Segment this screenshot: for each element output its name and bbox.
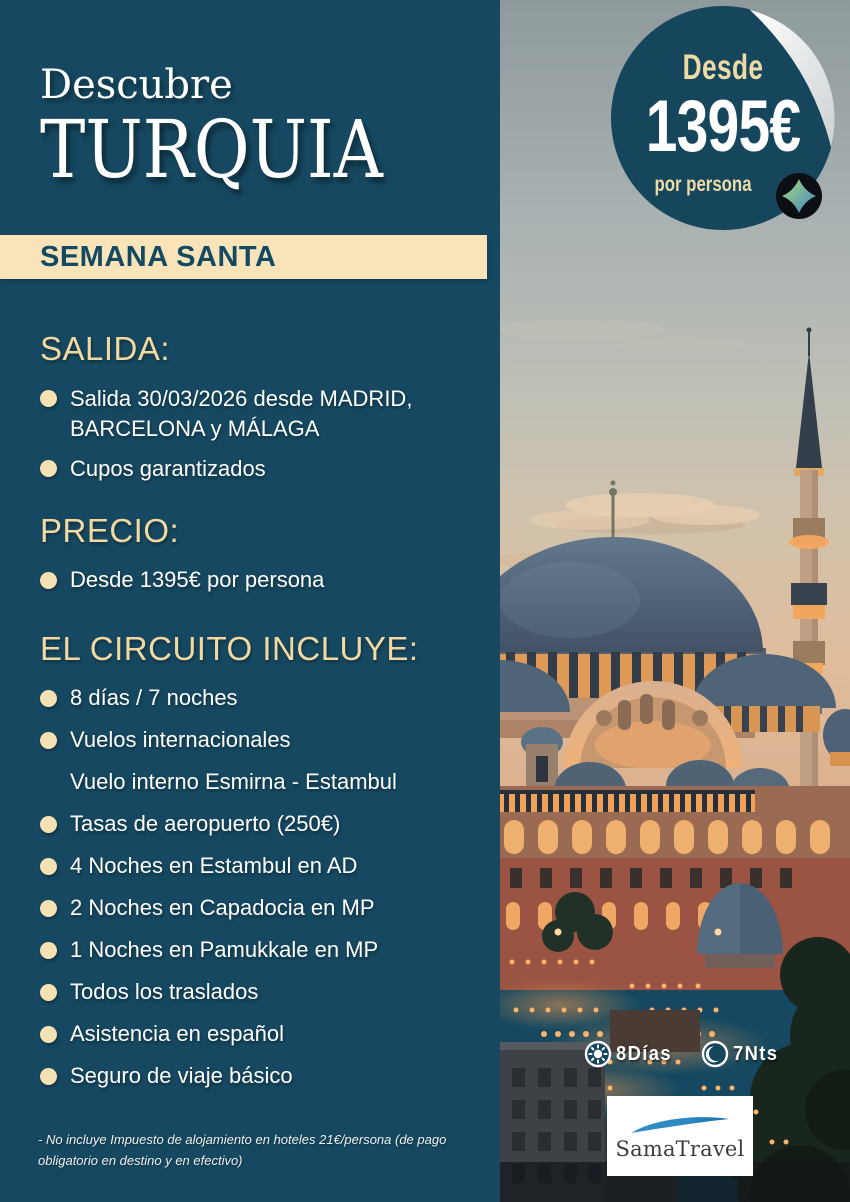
list-item: Vuelos internacionales xyxy=(40,726,419,754)
moon-icon xyxy=(701,1040,729,1068)
banner-label: SEMANA SANTA xyxy=(40,240,277,273)
list-item: Seguro de viaje básico xyxy=(40,1062,419,1090)
list-item: Desde 1395€ por persona xyxy=(40,566,324,594)
title-block xyxy=(40,62,443,196)
bullet-icon xyxy=(40,858,57,875)
bullet-icon xyxy=(40,690,57,707)
bullet-icon xyxy=(40,1026,57,1043)
list-item: Todos los traslados xyxy=(40,978,419,1006)
nights-label: 7Nts xyxy=(732,1042,779,1065)
circuito-list xyxy=(40,684,419,1090)
list-item: Tasas de aeropuerto (250€) xyxy=(40,810,419,838)
section-precio xyxy=(40,512,324,608)
salida-list xyxy=(40,384,415,484)
bullet-icon xyxy=(40,900,57,917)
list-item: 4 Noches en Estambul en AD xyxy=(40,852,419,880)
list-item: 2 Noches en Capadocia en MP xyxy=(40,894,419,922)
trip-stats xyxy=(584,1040,782,1068)
list-item: 8 días / 7 noches xyxy=(40,684,419,712)
badge-suffix: por persona xyxy=(654,173,752,196)
list-item: Vuelo interno Esmirna - Estambul xyxy=(70,769,397,794)
list-item: Salida 30/03/2026 desde MADRID, BARCELONA y MÁLAGA xyxy=(40,384,415,444)
banner xyxy=(0,235,487,279)
bullet-icon xyxy=(40,942,57,959)
section-heading: SALIDA: xyxy=(40,330,171,367)
brand-logo xyxy=(607,1096,753,1176)
bullet-icon xyxy=(40,732,57,749)
badge-price: 1395€ xyxy=(645,86,801,167)
section-heading: PRECIO: xyxy=(40,512,180,549)
bullet-icon xyxy=(40,816,57,833)
bullet-icon xyxy=(40,984,57,1001)
list-item: 1 Noches en Pamukkale en MP xyxy=(40,936,419,964)
bullet-icon xyxy=(40,572,57,589)
swoosh-icon xyxy=(628,1112,732,1136)
title-small: Descubre xyxy=(40,62,233,108)
bullet-icon xyxy=(40,1068,57,1085)
precio-list xyxy=(40,566,324,594)
days-label: 8Días xyxy=(616,1042,673,1065)
bullet-icon xyxy=(40,460,57,477)
bullet-icon xyxy=(40,390,57,407)
page-title: TURQUIA xyxy=(40,103,383,196)
section-heading: EL CIRCUITO INCLUYE: xyxy=(40,630,419,667)
terrace-wall xyxy=(500,786,850,862)
section-circuito xyxy=(40,630,419,1104)
footnote: - No incluye Impuesto de alojamiento en hoteles 21€/persona (de pago obligatorio en destino y en efectivo) xyxy=(38,1132,447,1168)
stat-nights xyxy=(701,1040,782,1068)
stat-days xyxy=(584,1040,677,1068)
brand-name: SamaTravel xyxy=(615,1136,745,1161)
price-badge xyxy=(618,48,828,197)
sun-icon xyxy=(584,1040,612,1068)
list-item: Cupos garantizados xyxy=(40,454,415,484)
section-salida xyxy=(40,330,415,494)
badge-prefix: Desde xyxy=(682,48,764,87)
list-item: Asistencia en español xyxy=(40,1020,419,1048)
